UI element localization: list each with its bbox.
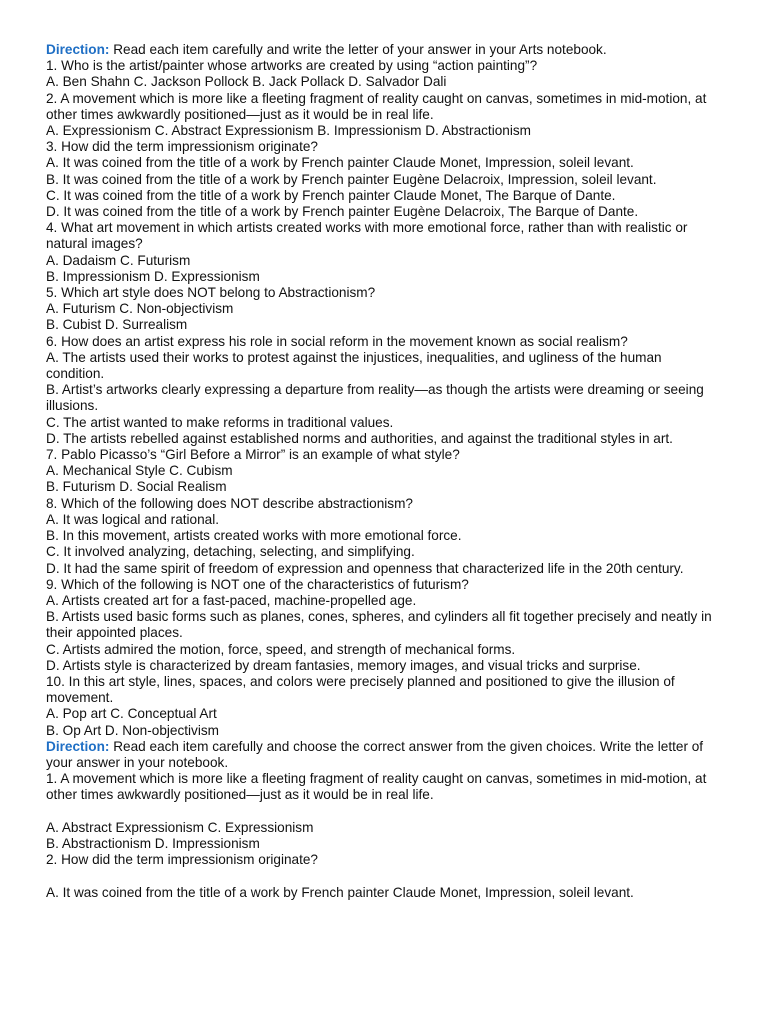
text-line [46, 123, 722, 139]
text-line [46, 528, 722, 544]
text-line [46, 431, 722, 447]
text-line [46, 723, 722, 739]
line-text: 1. A movement which is more like a fleeting fragment of reality caught on canvas, sometimes in mid-motion, at other times awkwardly positioned—just as it would be in real life. [46, 771, 707, 803]
text-line [46, 155, 722, 171]
line-text: D. The artists rebelled against established norms and authorities, and against the traditional styles in art. [46, 430, 673, 446]
line-text: Read each item carefully and choose the correct answer from the given choices. Write the letter of your answer in your notebook. [46, 738, 704, 770]
text-line [46, 172, 722, 188]
line-text: A. Pop art C. Conceptual Art [46, 706, 217, 722]
text-line [46, 577, 722, 593]
blank-line [46, 804, 722, 820]
line-text: D. It was coined from the title of a work by French painter Eugène Delacroix, The Barque of Dante. [46, 204, 639, 220]
line-text: A. Abstract Expressionism C. Expressionism [46, 819, 314, 835]
text-line [46, 463, 722, 479]
line-text: 7. Pablo Picasso’s “Girl Before a Mirror” is an example of what style? [46, 447, 460, 463]
line-text: A. Ben Shahn C. Jackson Pollock B. Jack Pollack D. Salvador Dali [46, 74, 447, 90]
line-text: 3. How did the term impressionism originate? [46, 139, 318, 155]
line-text: C. It involved analyzing, detaching, selecting, and simplifying. [46, 544, 415, 560]
text-line [46, 836, 722, 852]
text-line [46, 496, 722, 512]
line-text: A. Dadaism C. Futurism [46, 252, 191, 268]
text-line [46, 561, 722, 577]
text-line [46, 253, 722, 269]
text-line [46, 479, 722, 495]
line-text: A. It was logical and rational. [46, 511, 220, 527]
line-text: 1. Who is the artist/painter whose artworks are created by using “action painting”? [46, 58, 538, 74]
document-body [46, 42, 722, 901]
line-text: Read each item carefully and write the letter of your answer in your Arts notebook. [109, 42, 607, 57]
direction-label: Direction: [46, 738, 110, 754]
line-text: A. It was coined from the title of a work by French painter Claude Monet, Impression, soleil levant. [46, 884, 634, 900]
text-line [46, 885, 722, 901]
line-text: A. Artists created art for a fast-paced, machine-propelled age. [46, 592, 417, 608]
text-line [46, 674, 722, 706]
text-line [46, 609, 722, 641]
blank-line [46, 868, 722, 884]
line-text: 5. Which art style does NOT belong to Abstractionism? [46, 285, 376, 301]
line-text: 6. How does an artist express his role in social reform in the movement known as social realism? [46, 333, 628, 349]
line-text: A. Futurism C. Non-objectivism [46, 301, 234, 317]
line-text: 9. Which of the following is NOT one of the characteristics of futurism? [46, 576, 469, 592]
text-line [46, 58, 722, 74]
line-text: C. The artist wanted to make reforms in traditional values. [46, 414, 394, 430]
text-line [46, 820, 722, 836]
line-text: A. Expressionism C. Abstract Expressionism B. Impressionism D. Abstractionism [46, 123, 531, 139]
line-text: A. The artists used their works to protest against the injustices, inequalities, and ugliness of the human condition. [46, 349, 662, 382]
text-line [46, 74, 722, 90]
text-line [46, 642, 722, 658]
line-text: B. It was coined from the title of a work by French painter Eugène Delacroix, Impression, soleil levant. [46, 171, 657, 187]
text-line [46, 301, 722, 317]
text-line [46, 852, 722, 868]
line-text: B. Op Art D. Non-objectivism [46, 722, 219, 738]
line-text: B. Artist’s artworks clearly expressing a departure from reality—as though the artists were dreaming or seeing illusions. [46, 382, 704, 414]
line-text: C. Artists admired the motion, force, speed, and strength of mechanical forms. [46, 641, 516, 657]
text-line [46, 269, 722, 285]
text-line [46, 771, 722, 803]
text-line [46, 220, 722, 252]
text-line [46, 91, 722, 123]
line-text: B. Impressionism D. Expressionism [46, 268, 260, 284]
text-line [46, 447, 722, 463]
line-text: B. Abstractionism D. Impressionism [46, 835, 260, 851]
text-line [46, 415, 722, 431]
line-text: C. It was coined from the title of a work by French painter Claude Monet, The Barque of Dante. [46, 187, 616, 203]
line-text: 2. How did the term impressionism originate? [46, 852, 318, 868]
text-line [46, 706, 722, 722]
text-line [46, 350, 722, 382]
line-text: 2. A movement which is more like a fleeting fragment of reality caught on canvas, sometimes in mid-motion, at other times awkwardly positioned—just as it would be in real life. [46, 90, 707, 122]
text-line [46, 334, 722, 350]
line-text: B. Cubist D. Surrealism [46, 317, 188, 333]
text-line [46, 204, 722, 220]
direction-line [46, 739, 722, 771]
line-text: 8. Which of the following does NOT describe abstractionism? [46, 495, 413, 511]
line-text: D. It had the same spirit of freedom of expression and openness that characterized life in the 20th century. [46, 560, 684, 576]
line-text: B. Artists used basic forms such as planes, cones, spheres, and cylinders all fit together precisely and neatly in their appointed places. [46, 609, 712, 641]
direction-line [46, 42, 722, 58]
text-line [46, 382, 722, 414]
text-line [46, 593, 722, 609]
text-line [46, 658, 722, 674]
direction-label: Direction: [46, 42, 110, 57]
line-text: B. In this movement, artists created works with more emotional force. [46, 528, 462, 544]
line-text: B. Futurism D. Social Realism [46, 479, 227, 495]
line-text: 10. In this art style, lines, spaces, and colors were precisely planned and positioned to give the illusion of movement. [46, 673, 675, 706]
text-line [46, 317, 722, 333]
line-text: 4. What art movement in which artists created works with more emotional force, rather than with realistic or natural images? [46, 220, 688, 252]
line-text: A. It was coined from the title of a work by French painter Claude Monet, Impression, soleil levant. [46, 155, 634, 171]
line-text: A. Mechanical Style C. Cubism [46, 463, 233, 479]
line-text: D. Artists style is characterized by dream fantasies, memory images, and visual tricks and surprise. [46, 657, 641, 673]
text-line [46, 285, 722, 301]
text-line [46, 139, 722, 155]
text-line [46, 512, 722, 528]
text-line [46, 188, 722, 204]
text-line [46, 544, 722, 560]
